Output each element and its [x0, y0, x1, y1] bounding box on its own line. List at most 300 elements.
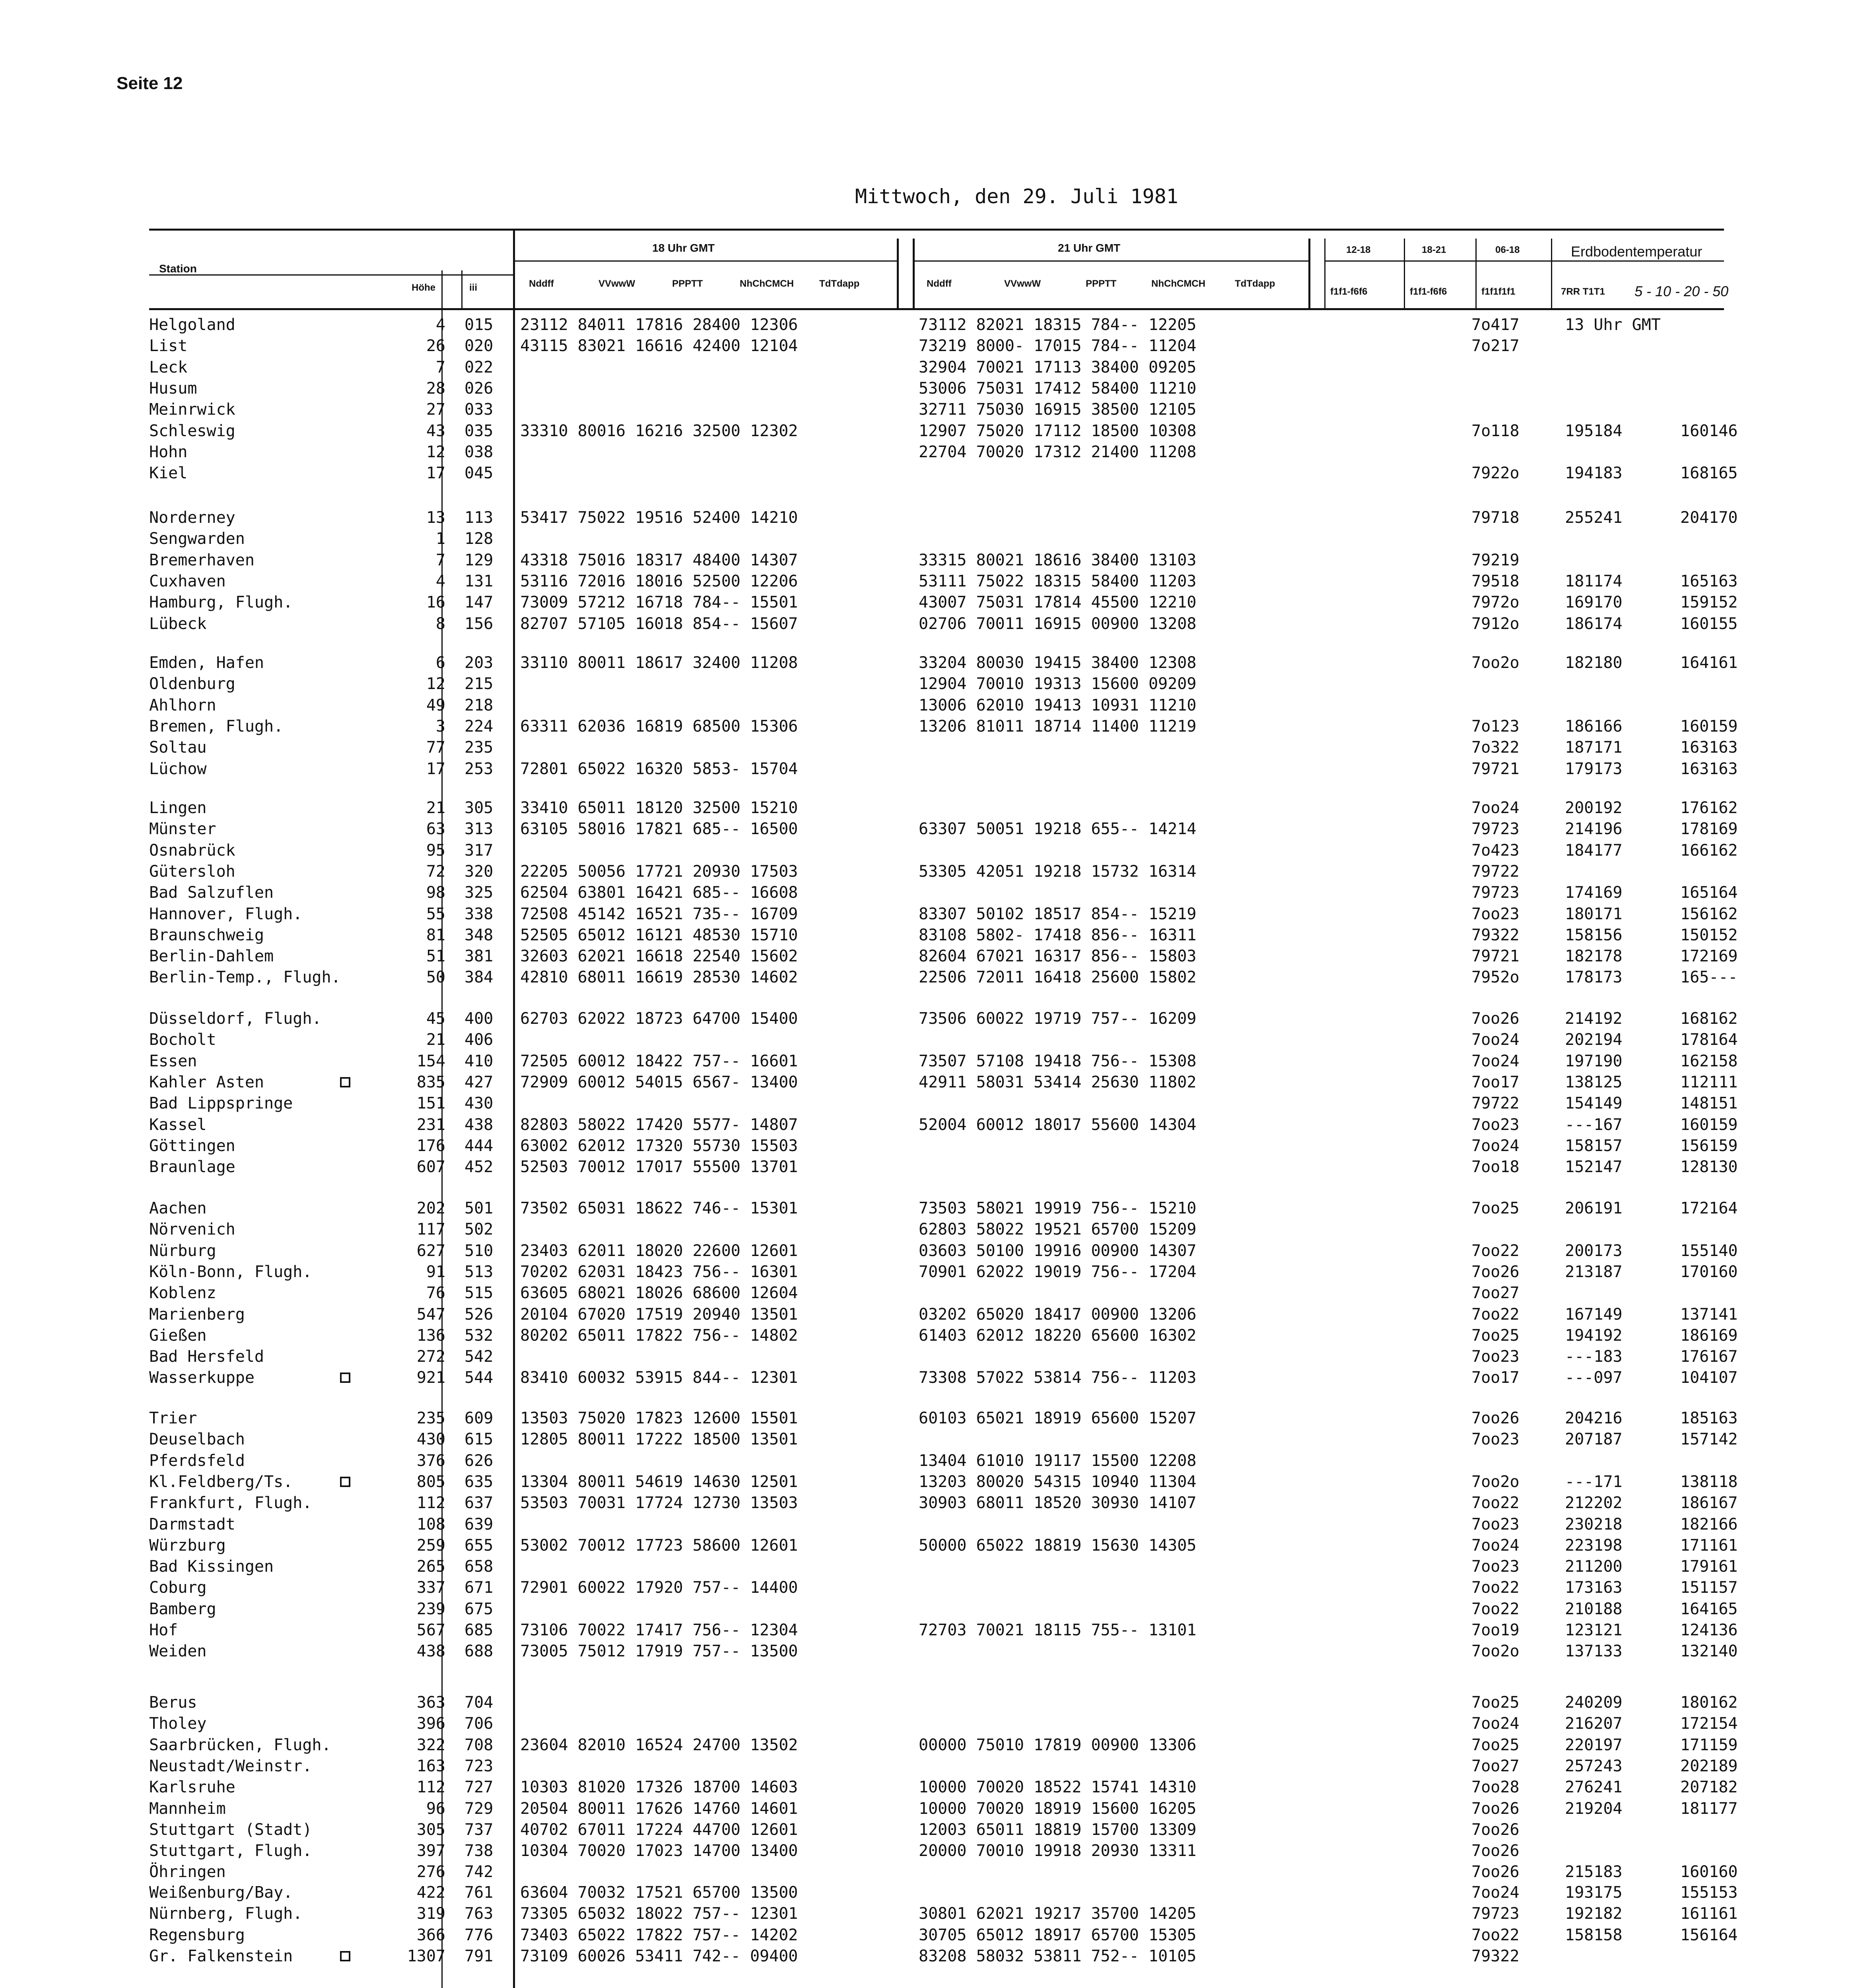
period-code: 7oo2o: [1471, 654, 1520, 672]
station-number: 038: [465, 443, 494, 461]
obs-21-gmt: 60103 65021 18919 65600 15207: [919, 1409, 1197, 1427]
station-name: Göttingen: [149, 1136, 235, 1155]
station-number: 515: [465, 1284, 494, 1303]
station-number: 033: [465, 400, 494, 419]
station-number: 022: [465, 358, 494, 377]
station-height: 63: [426, 820, 445, 839]
station-height: 81: [426, 926, 445, 944]
soil-temp-b: 204170: [1680, 509, 1738, 527]
station-height: 151: [416, 1094, 445, 1113]
col-divider-p2: [1404, 239, 1405, 310]
station-height: 835: [416, 1073, 445, 1091]
station-name: Trier: [149, 1409, 197, 1427]
station-number: 729: [465, 1799, 494, 1818]
station-height: 6: [435, 654, 445, 672]
station-number: 215: [465, 675, 494, 693]
station-height: 422: [416, 1883, 445, 1902]
obs-21-gmt: 00000 75010 17819 00900 13306: [919, 1736, 1197, 1754]
obs-21-gmt: 30705 65012 18917 65700 15305: [919, 1926, 1197, 1944]
soil-temp-a: ---097: [1565, 1369, 1623, 1387]
station-height: 7: [435, 358, 445, 377]
station-number: 020: [465, 337, 494, 355]
obs-21-gmt: 73112 82021 18315 784-- 12205: [919, 316, 1197, 334]
station-number: 253: [465, 759, 494, 778]
station-height: 322: [416, 1736, 445, 1754]
header-station: Station: [159, 262, 197, 275]
soil-temp-b: 207182: [1680, 1778, 1738, 1797]
period-code: 7oo26: [1471, 1262, 1520, 1281]
station-height: 265: [416, 1557, 445, 1576]
station-height: 49: [426, 696, 445, 714]
obs-18-gmt: 52505 65012 16121 48530 15710: [520, 926, 798, 944]
station-height: 202: [416, 1199, 445, 1217]
soil-temp-a: 174169: [1565, 883, 1623, 902]
soil-temp-a: 158156: [1565, 926, 1623, 944]
obs-21-gmt: 03603 50100 19916 00900 14307: [919, 1241, 1197, 1260]
header-erdbodentemperatur: Erdbodentemperatur: [1571, 243, 1703, 260]
station-name: Kiel: [149, 464, 188, 483]
station-height: 76: [426, 1284, 445, 1303]
soil-temp-b: 163163: [1680, 738, 1738, 757]
station-height: 16: [426, 593, 445, 612]
station-height: 363: [416, 1693, 445, 1712]
obs-21-gmt: 12907 75020 17112 18500 10308: [919, 421, 1197, 440]
soil-temp-a: 138125: [1565, 1073, 1623, 1091]
period-code: 79723: [1471, 820, 1520, 839]
station-name: Lingen: [149, 799, 207, 817]
station-name: Berus: [149, 1693, 197, 1712]
obs-18-gmt: 82803 58022 17420 5577- 14807: [520, 1115, 798, 1134]
station-height: 50: [426, 968, 445, 987]
station-number: 218: [465, 696, 494, 714]
soil-temp-b: 165163: [1680, 572, 1738, 590]
station-number: 384: [465, 968, 494, 987]
period-code: 79722: [1471, 1094, 1520, 1113]
period-code: 7o217: [1471, 337, 1520, 355]
station-number: 203: [465, 654, 494, 672]
station-number: 313: [465, 820, 494, 839]
period-code: 7oo22: [1471, 1578, 1520, 1597]
header-bottom-rule: [149, 308, 1724, 310]
soil-temp-a: 154149: [1565, 1094, 1623, 1113]
col-divider-erd: [1551, 239, 1552, 310]
soil-temp-a: 195184: [1565, 421, 1623, 440]
rule-18: [513, 260, 897, 262]
station-number: 156: [465, 614, 494, 633]
soil-temp-a: 211200: [1565, 1557, 1623, 1576]
obs-18-gmt: 33410 65011 18120 32500 15210: [520, 799, 798, 817]
obs-18-gmt: 73109 60026 53411 742-- 09400: [520, 1947, 798, 1965]
station-number: 776: [465, 1926, 494, 1944]
soil-temp-b: 178164: [1680, 1031, 1738, 1049]
station-height: 77: [426, 738, 445, 757]
header-wind-18-21: f1f1-f6f6: [1410, 286, 1447, 297]
header-top-rule: [149, 229, 1724, 231]
soil-temp-a: 204216: [1565, 1409, 1623, 1427]
soil-temp-b: 163163: [1680, 759, 1738, 778]
station-name: Gütersloh: [149, 862, 235, 881]
soil-temp-b: 160159: [1680, 717, 1738, 736]
station-name: Stuttgart (Stadt): [149, 1820, 312, 1839]
obs-18-gmt: 73106 70022 17417 756-- 12304: [520, 1621, 798, 1639]
obs-21-gmt: 10000 70020 18919 15600 16205: [919, 1799, 1197, 1818]
station-name: Öhringen: [149, 1863, 226, 1881]
soil-temp-a: 194192: [1565, 1326, 1623, 1345]
period-code: 7oo25: [1471, 1736, 1520, 1754]
period-code: 7oo24: [1471, 1052, 1520, 1070]
soil-temp-b: 156164: [1680, 1926, 1738, 1944]
page-title: Mittwoch, den 29. Juli 1981: [855, 185, 1178, 208]
station-name: Sengwarden: [149, 530, 245, 548]
obs-18-gmt: 83410 60032 53915 844-- 12301: [520, 1369, 798, 1387]
station-height: 51: [426, 947, 445, 966]
obs-21-gmt: 12003 65011 18819 15700 13309: [919, 1820, 1197, 1839]
soil-temp-a: 184177: [1565, 841, 1623, 860]
soil-temp-a: 255241: [1565, 509, 1623, 527]
obs-21-gmt: 43007 75031 17814 45500 12210: [919, 593, 1197, 612]
station-name: Norderney: [149, 509, 235, 527]
station-name: Braunlage: [149, 1158, 235, 1176]
period-code: 7oo22: [1471, 1494, 1520, 1512]
period-code: 7oo23: [1471, 905, 1520, 923]
station-height: 27: [426, 400, 445, 419]
obs-18-gmt: 53116 72016 18016 52500 12206: [520, 572, 798, 590]
period-code: 7oo25: [1471, 1693, 1520, 1712]
station-height: 7: [435, 551, 445, 569]
soil-temp-b: 180162: [1680, 1693, 1738, 1712]
soil-temp-b: 168162: [1680, 1010, 1738, 1028]
soil-temp-a: ---167: [1565, 1115, 1623, 1134]
period-code: 79718: [1471, 509, 1520, 527]
obs-21-gmt: 33315 80021 18616 38400 13103: [919, 551, 1197, 569]
soil-temp-a: 186174: [1565, 614, 1623, 633]
station-height: 8: [435, 614, 445, 633]
square-icon: [340, 1077, 350, 1087]
station-name: Berlin-Temp., Flugh.: [149, 968, 341, 987]
station-name: Emden, Hafen: [149, 654, 264, 672]
obs-18-gmt: 33310 80016 16216 32500 12302: [520, 421, 798, 440]
station-height: 438: [416, 1642, 445, 1661]
station-number: 338: [465, 905, 494, 923]
header-nddff-21: Nddff: [927, 278, 952, 289]
period-code: 7o118: [1471, 421, 1520, 440]
station-height: 21: [426, 799, 445, 817]
station-name: Coburg: [149, 1578, 207, 1597]
station-name: Köln-Bonn, Flugh.: [149, 1262, 312, 1281]
obs-18-gmt: 10303 81020 17326 18700 14603: [520, 1778, 798, 1797]
obs-21-gmt: 83208 58032 53811 752-- 10105: [919, 1947, 1197, 1965]
station-name: Bad Salzuflen: [149, 883, 274, 902]
soil-temp-a: 213187: [1565, 1262, 1623, 1281]
station-number: 427: [465, 1073, 494, 1091]
obs-21-gmt: 72703 70021 18115 755-- 13101: [919, 1621, 1197, 1639]
station-number: 526: [465, 1305, 494, 1324]
soil-temp-b: 151157: [1680, 1578, 1738, 1597]
period-code: 7o123: [1471, 717, 1520, 736]
obs-21-gmt: 83307 50102 18517 854-- 15219: [919, 905, 1197, 923]
station-number: 532: [465, 1326, 494, 1345]
station-number: 791: [465, 1947, 494, 1965]
obs-18-gmt: 63604 70032 17521 65700 13500: [520, 1883, 798, 1902]
station-height: 607: [416, 1158, 445, 1176]
station-number: 671: [465, 1578, 494, 1597]
station-height: 98: [426, 883, 445, 902]
station-number: 400: [465, 1010, 494, 1028]
period-code: 7oo24: [1471, 1031, 1520, 1049]
station-height: 235: [416, 1409, 445, 1427]
soil-temp-a: 173163: [1565, 1578, 1623, 1597]
station-number: 655: [465, 1536, 494, 1555]
obs-18-gmt: 53002 70012 17723 58600 12601: [520, 1536, 798, 1555]
obs-21-gmt: 82604 67021 16317 856-- 15803: [919, 947, 1197, 966]
station-number: 430: [465, 1094, 494, 1113]
station-number: 626: [465, 1451, 494, 1470]
obs-21-gmt: 32711 75030 16915 38500 12105: [919, 400, 1197, 419]
station-number: 542: [465, 1347, 494, 1366]
soil-temp-b: 104107: [1680, 1369, 1738, 1387]
station-name: Helgoland: [149, 316, 235, 334]
soil-temp-a: 179173: [1565, 759, 1623, 778]
station-name: Bremerhaven: [149, 551, 255, 569]
soil-temp-a: 197190: [1565, 1052, 1623, 1070]
station-height: 272: [416, 1347, 445, 1366]
period-code: 7oo25: [1471, 1326, 1520, 1345]
station-height: 231: [416, 1115, 445, 1134]
soil-temp-b: 124136: [1680, 1621, 1738, 1639]
station-name: Deuselbach: [149, 1430, 245, 1449]
obs-18-gmt: 73009 57212 16718 784-- 15501: [520, 593, 798, 612]
period-code: 7oo25: [1471, 1199, 1520, 1217]
soil-temp-b: 156159: [1680, 1136, 1738, 1155]
rule-21: [913, 260, 1308, 262]
station-name: Düsseldorf, Flugh.: [149, 1010, 322, 1028]
obs-21-gmt: 83108 5802- 17418 856-- 16311: [919, 926, 1197, 944]
station-name: Kahler Asten: [149, 1073, 264, 1091]
station-height: 21: [426, 1031, 445, 1049]
station-name: Braunschweig: [149, 926, 264, 944]
soil-temp-a: 182180: [1565, 654, 1623, 672]
soil-temp-a: 137133: [1565, 1642, 1623, 1661]
soil-temp-b: 160160: [1680, 1863, 1738, 1881]
soil-temp-b: 179161: [1680, 1557, 1738, 1576]
soil-temp-a: 215183: [1565, 1863, 1623, 1881]
header-wind-12-18: f1f1-f6f6: [1330, 286, 1368, 297]
station-height: 1: [435, 530, 445, 548]
obs-18-gmt: 13503 75020 17823 12600 15501: [520, 1409, 798, 1427]
header-21-gmt: 21 Uhr GMT: [1058, 242, 1121, 254]
station-height: 45: [426, 1010, 445, 1028]
soil-temp-a: 180171: [1565, 905, 1623, 923]
header-erdboden-depths: 5 - 10 - 20 - 50: [1635, 283, 1729, 299]
station-number: 609: [465, 1409, 494, 1427]
station-number: 444: [465, 1136, 494, 1155]
obs-18-gmt: 43115 83021 16616 42400 12104: [520, 337, 798, 355]
station-number: 502: [465, 1220, 494, 1239]
soil-temp-b: 186167: [1680, 1494, 1738, 1512]
soil-temp-a: 178173: [1565, 968, 1623, 987]
soil-temp-a: 194183: [1565, 464, 1623, 483]
obs-18-gmt: 72505 60012 18422 757-- 16601: [520, 1052, 798, 1070]
period-code: 7952o: [1471, 968, 1520, 987]
station-number: 727: [465, 1778, 494, 1797]
station-number: 658: [465, 1557, 494, 1576]
obs-18-gmt: 63605 68021 18026 68600 12604: [520, 1284, 798, 1303]
station-height: 12: [426, 443, 445, 461]
station-number: 704: [465, 1693, 494, 1712]
obs-18-gmt: 13304 80011 54619 14630 12501: [520, 1472, 798, 1491]
obs-21-gmt: 63307 50051 19218 655-- 14214: [919, 820, 1197, 839]
obs-18-gmt: 62504 63801 16421 685-- 16608: [520, 883, 798, 902]
station-name: Kl.Feldberg/Ts.: [149, 1472, 293, 1491]
obs-21-gmt: 12904 70010 19313 15600 09209: [919, 675, 1197, 693]
soil-temp-b: 182166: [1680, 1515, 1738, 1534]
station-height: 4: [435, 572, 445, 590]
obs-18-gmt: 53503 70031 17724 12730 13503: [520, 1494, 798, 1512]
obs-21-gmt: 53006 75031 17412 58400 11210: [919, 379, 1197, 398]
obs-18-gmt: 20504 80011 17626 14760 14601: [520, 1799, 798, 1818]
obs-21-gmt: 20000 70010 19918 20930 13311: [919, 1842, 1197, 1860]
obs-18-gmt: 72909 60012 54015 6567- 13400: [520, 1073, 798, 1091]
station-name: Osnabrück: [149, 841, 235, 860]
period-code: 7oo26: [1471, 1842, 1520, 1860]
station-name: Nürburg: [149, 1241, 216, 1260]
period-code: 79723: [1471, 883, 1520, 902]
header-iii: iii: [469, 282, 478, 293]
station-number: 113: [465, 509, 494, 527]
soil-temp-b: 172169: [1680, 947, 1738, 966]
rule-right: [1324, 260, 1724, 262]
station-height: 176: [416, 1136, 445, 1155]
obs-21-gmt: 02706 70011 16915 00900 13208: [919, 614, 1197, 633]
station-number: 410: [465, 1052, 494, 1070]
obs-18-gmt: 42810 68011 16619 28530 14602: [520, 968, 798, 987]
col-divider-18-end: [897, 239, 899, 310]
soil-temp-b: 137141: [1680, 1305, 1738, 1324]
soil-temp-b: 155153: [1680, 1883, 1738, 1902]
obs-21-gmt: 13203 80020 54315 10940 11304: [919, 1472, 1197, 1491]
period-code: 79721: [1471, 947, 1520, 966]
header-period-12-18: 12-18: [1346, 245, 1371, 255]
obs-18-gmt: 70202 62031 18423 756-- 16301: [520, 1262, 798, 1281]
obs-21-gmt: 42911 58031 53414 25630 11802: [919, 1073, 1197, 1091]
station-number: 131: [465, 572, 494, 590]
obs-18-gmt: 63002 62012 17320 55730 15503: [520, 1136, 798, 1155]
station-name: Nürnberg, Flugh.: [149, 1905, 303, 1923]
obs-21-gmt: 70901 62022 19019 756-- 17204: [919, 1262, 1197, 1281]
obs-21-gmt: 73219 8000- 17015 784-- 11204: [919, 337, 1197, 355]
station-name: Wasserkuppe: [149, 1369, 255, 1387]
soil-temp-a: 181174: [1565, 572, 1623, 590]
rule-station: [149, 274, 515, 276]
station-number: 615: [465, 1430, 494, 1449]
obs-18-gmt: 80202 65011 17822 756-- 14802: [520, 1326, 798, 1345]
station-number: 675: [465, 1600, 494, 1618]
obs-21-gmt: 22506 72011 16418 25600 15802: [919, 968, 1197, 987]
station-height: 112: [416, 1778, 445, 1797]
station-name: Hannover, Flugh.: [149, 905, 303, 923]
soil-temp-a: 223198: [1565, 1536, 1623, 1555]
station-number: 045: [465, 464, 494, 483]
soil-temp-a: ---171: [1565, 1472, 1623, 1491]
soil-temp-a: 214196: [1565, 820, 1623, 839]
obs-18-gmt: 20104 67020 17519 20940 13501: [520, 1305, 798, 1324]
soil-temp-b: 160146: [1680, 421, 1738, 440]
header-tdtd-18: TdTdapp: [819, 278, 860, 289]
soil-temp-a: 192182: [1565, 1905, 1623, 1923]
station-height: 430: [416, 1430, 445, 1449]
obs-18-gmt: 22205 50056 17721 20930 17503: [520, 862, 798, 881]
station-height: 112: [416, 1494, 445, 1512]
obs-18-gmt: 12805 80011 17222 18500 13501: [520, 1430, 798, 1449]
obs-21-gmt: 33204 80030 19415 38400 12308: [919, 654, 1197, 672]
station-height: 305: [416, 1820, 445, 1839]
soil-temp-a: 193175: [1565, 1883, 1623, 1902]
soil-temp-b: 172154: [1680, 1714, 1738, 1733]
station-height: 259: [416, 1536, 445, 1555]
station-number: 026: [465, 379, 494, 398]
station-name: Lübeck: [149, 614, 207, 633]
period-code: 7oo23: [1471, 1557, 1520, 1576]
soil-temp-b: 186169: [1680, 1326, 1738, 1345]
station-height: 567: [416, 1621, 445, 1639]
obs-21-gmt: 53111 75022 18315 58400 11203: [919, 572, 1197, 590]
soil-temp-b: 165164: [1680, 883, 1738, 902]
period-code: 7oo22: [1471, 1600, 1520, 1618]
obs-18-gmt: 63311 62036 16819 68500 15306: [520, 717, 798, 736]
soil-temp-b: 202189: [1680, 1757, 1738, 1775]
soil-temp-b: 178169: [1680, 820, 1738, 839]
period-code: 7oo17: [1471, 1073, 1520, 1091]
station-height: 4: [435, 316, 445, 334]
header-nhch-18: NhChCMCH: [740, 278, 794, 289]
station-name: Bamberg: [149, 1600, 216, 1618]
period-code: 79518: [1471, 572, 1520, 590]
station-height: 72: [426, 862, 445, 881]
station-height: 91: [426, 1262, 445, 1281]
square-icon: [340, 1373, 350, 1383]
soil-temp-b: 171159: [1680, 1736, 1738, 1754]
soil-temp-a: 206191: [1565, 1199, 1623, 1217]
soil-temp-a: 167149: [1565, 1305, 1623, 1324]
soil-temp-a: 210188: [1565, 1600, 1623, 1618]
soil-temp-b: 162158: [1680, 1052, 1738, 1070]
station-name: Leck: [149, 358, 188, 377]
soil-temp-b: 159152: [1680, 593, 1738, 612]
station-number: 452: [465, 1158, 494, 1176]
soil-temp-a: 123121: [1565, 1621, 1623, 1639]
station-name: Nörvenich: [149, 1220, 235, 1239]
soil-temp-b: 172164: [1680, 1199, 1738, 1217]
station-name: Cuxhaven: [149, 572, 226, 590]
period-code: 7oo23: [1471, 1430, 1520, 1449]
station-height: 319: [416, 1905, 445, 1923]
obs-21-gmt: 13006 62010 19413 10931 11210: [919, 696, 1197, 714]
station-name: Weiden: [149, 1642, 207, 1661]
soil-temp-a: 200192: [1565, 799, 1623, 817]
station-number: 761: [465, 1883, 494, 1902]
header-period-06-18: 06-18: [1495, 245, 1520, 255]
station-number: 381: [465, 947, 494, 966]
soil-temp-a: 212202: [1565, 1494, 1623, 1512]
station-number: 325: [465, 883, 494, 902]
soil-temp-b: 112111: [1680, 1073, 1738, 1091]
station-name: Kassel: [149, 1115, 207, 1134]
soil-temp-a: 169170: [1565, 593, 1623, 612]
station-name: Aachen: [149, 1199, 207, 1217]
station-height: 547: [416, 1305, 445, 1324]
soil-temp-b: 164161: [1680, 654, 1738, 672]
station-height: 239: [416, 1600, 445, 1618]
